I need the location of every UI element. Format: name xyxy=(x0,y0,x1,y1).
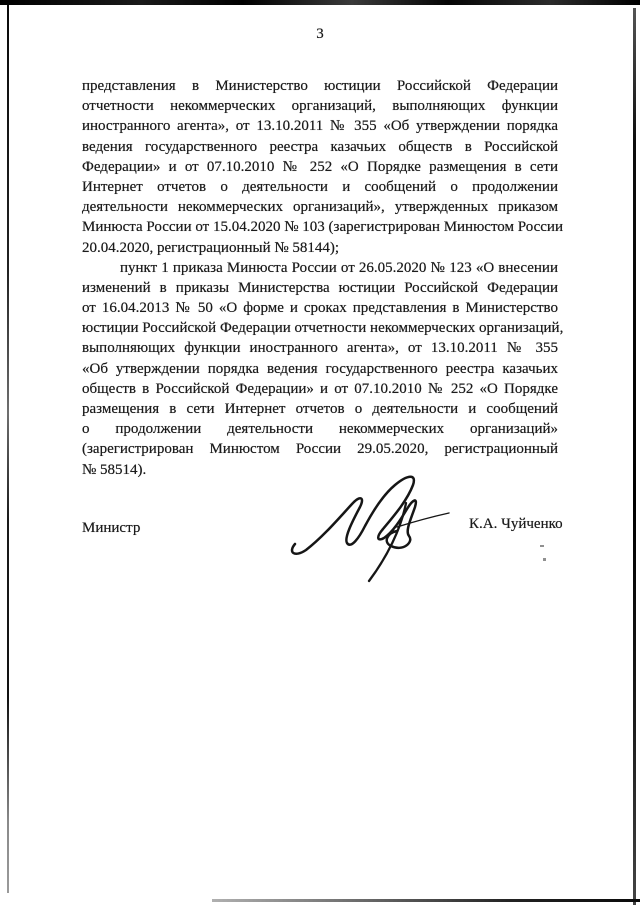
signature-autograph-icon xyxy=(285,445,475,595)
scan-border-top xyxy=(0,0,640,5)
text-line: отчетности некоммерческих организаций, выполняющих функции xyxy=(82,98,558,115)
text-line: юстиции Российской Федерации отчетности некоммерческих организаций, xyxy=(82,320,564,337)
scan-speck xyxy=(540,545,544,547)
text-line: ведения государственного реестра казачьих обществ в Российской xyxy=(82,138,558,155)
text-line: 20.04.2020, регистрационный № 58144); xyxy=(82,239,340,256)
page-number: 3 xyxy=(316,26,324,42)
text-line: размещения в сети Интернет отчетов о деятельности и сообщений xyxy=(82,401,558,417)
scan-border-right xyxy=(633,8,636,905)
scan-border-bottom xyxy=(212,899,640,902)
text-line: пункт 1 приказа Минюста России от 26.05.2020 № 123 «О внесении xyxy=(120,259,558,276)
text-line: о продолжении деятельности некоммерческих организаций» xyxy=(82,421,558,438)
text-line: № 58514). xyxy=(82,461,147,478)
text-line: выполняющих функции иностранного агента», от 13.10.2011 № 355 xyxy=(82,340,558,357)
text-line: «Об утверждении порядка ведения государственного реестра казачьих xyxy=(82,360,558,377)
text-line: изменений в приказы Министерства юстиции Российской Федерации xyxy=(82,279,558,296)
text-line: иностранного агента», от 13.10.2011 № 355 «Об утверждении порядка xyxy=(82,118,558,135)
signer-title: Министр xyxy=(82,520,141,536)
paragraph xyxy=(82,76,563,258)
text-line: обществ в Российской Федерации» и от 07.10.2010 № 252 «О Порядке xyxy=(82,380,558,397)
text-line: Интернет отчетов о деятельности и сообщений о продолжении xyxy=(82,178,558,195)
text-line: представления в Министерство юстиции Российской Федерации xyxy=(82,78,558,94)
text-line: Федерации» и от 07.10.2010 № 252 «О Порядке размещения в сети xyxy=(82,158,558,175)
text-line: от 16.04.2013 № 50 «О форме и сроках представления в Министерство xyxy=(82,300,558,317)
scan-border-left xyxy=(7,5,9,893)
text-line: (зарегистрирован Минюстом России 29.05.2020, регистрационный xyxy=(82,441,558,458)
text-line: Минюста России от 15.04.2020 № 103 (зарегистрирован Минюстом России xyxy=(82,219,563,236)
document-body xyxy=(82,76,564,480)
scan-speck xyxy=(543,558,546,561)
signer-name: К.А. Чуйченко xyxy=(469,516,563,532)
text-line: деятельности некоммерческих организаций», утвержденных приказом xyxy=(82,199,558,216)
